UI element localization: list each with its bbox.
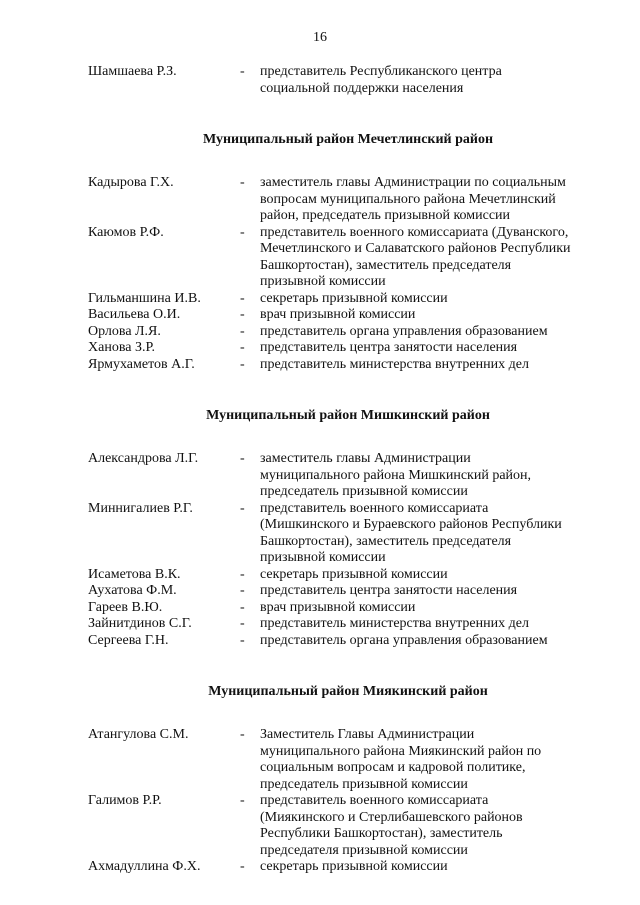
dash-separator: - <box>240 340 245 355</box>
member-role-line: врач призывной комиссии <box>260 307 416 322</box>
section-heading: Муниципальный район Мишкинский район <box>206 408 490 423</box>
member-row <box>88 307 608 324</box>
district-section <box>88 407 608 649</box>
member-name: Атангулова С.М. <box>88 727 189 742</box>
member-role-line: заместитель главы Администрации <box>260 451 471 466</box>
district-section <box>88 131 608 373</box>
member-role-line: представитель органа управления образованием <box>260 632 548 648</box>
dash-separator: - <box>240 356 245 372</box>
member-row <box>88 225 608 291</box>
dash-separator: - <box>240 451 245 466</box>
dash-separator: - <box>240 290 245 306</box>
member-role-line: призывной комиссии <box>260 274 386 289</box>
member-role-line: представитель военного комиссариата <box>260 793 489 808</box>
member-row <box>88 501 608 567</box>
member-role-line: заместитель главы Администрации по социальным <box>260 175 566 190</box>
member-role-line: секретарь призывной комиссии <box>260 290 448 306</box>
member-role-line: представитель центра занятости населения <box>260 583 518 598</box>
member-name: Каюмов Р.Ф. <box>88 224 164 240</box>
dash-separator: - <box>240 599 245 615</box>
member-row <box>88 340 608 357</box>
member-row <box>88 600 608 617</box>
member-role-line: представитель министерства внутренних дел <box>260 616 529 631</box>
dash-separator: - <box>240 64 245 79</box>
member-role-line: социальной поддержки населения <box>260 80 464 96</box>
dash-separator: - <box>240 616 245 631</box>
member-role-line: Башкортостан), заместитель председателя <box>260 257 512 273</box>
dash-separator: - <box>240 583 245 598</box>
member-role-line: Башкортостан), заместитель председателя <box>260 533 512 549</box>
member-role-line: председатель призывной комиссии <box>260 484 468 499</box>
member-role-line: представитель органа управления образованием <box>260 323 548 339</box>
member-name: Ханова З.Р. <box>88 340 156 355</box>
member-role-line: (Миякинского и Стерлибашевского районов <box>260 809 523 825</box>
member-row <box>88 451 608 501</box>
intro-list <box>88 64 608 97</box>
section-heading: Муниципальный район Миякинский район <box>208 684 488 699</box>
page-number: 16 <box>313 30 327 45</box>
member-row <box>88 793 608 859</box>
member-role-line: Заместитель Главы Администрации <box>260 727 475 742</box>
member-role-line: призывной комиссии <box>260 550 386 565</box>
member-name: Васильева О.И. <box>88 307 181 322</box>
member-name: Кадырова Г.Х. <box>88 175 174 190</box>
member-row <box>88 64 608 97</box>
member-role-line: секретарь призывной комиссии <box>260 859 448 874</box>
document-body <box>88 64 608 876</box>
member-row <box>88 175 608 225</box>
member-row <box>88 616 608 633</box>
member-name: Орлова Л.Я. <box>88 323 161 339</box>
member-role-line: вопросам муниципального района Мечетлинский <box>260 191 556 207</box>
member-role-line: представитель центра занятости населения <box>260 340 518 355</box>
member-row <box>88 357 608 374</box>
member-name: Ярмухаметов А.Г. <box>88 356 195 372</box>
member-role-line: председатель призывной комиссии <box>260 776 468 792</box>
member-role-line: Мечетлинского и Салаватского районов Республики <box>260 241 571 256</box>
district-section <box>88 683 608 876</box>
dash-separator: - <box>240 727 245 742</box>
member-name: Галимов Р.Р. <box>88 793 162 808</box>
dash-separator: - <box>240 224 245 240</box>
member-name: Ахмадуллина Ф.Х. <box>88 859 201 874</box>
member-row <box>88 567 608 584</box>
member-row <box>88 583 608 600</box>
member-name: Гильманшина И.В. <box>88 290 201 306</box>
member-role-line: секретарь призывной комиссии <box>260 566 448 582</box>
member-name: Сергеева Г.Н. <box>88 632 169 648</box>
dash-separator: - <box>240 175 245 190</box>
member-name: Миннигалиев Р.Г. <box>88 500 193 516</box>
member-name: Зайнитдинов С.Г. <box>88 616 192 631</box>
member-row <box>88 727 608 793</box>
member-role-line: представитель Республиканского центра <box>260 64 502 79</box>
member-role-line: представитель военного комиссариата (Дуванского, <box>260 224 569 240</box>
dash-separator: - <box>240 500 245 516</box>
member-row <box>88 291 608 308</box>
dash-separator: - <box>240 307 245 322</box>
member-name: Исаметова В.К. <box>88 566 181 582</box>
member-role-line: председателя призывной комиссии <box>260 842 468 858</box>
member-row <box>88 859 608 876</box>
dash-separator: - <box>240 632 245 648</box>
dash-separator: - <box>240 793 245 808</box>
member-name: Аухатова Ф.М. <box>88 583 177 598</box>
dash-separator: - <box>240 323 245 339</box>
section-heading: Муниципальный район Мечетлинский район <box>202 132 494 147</box>
member-role-line: социальным вопросам и кадровой политике, <box>260 760 526 775</box>
member-name: Гареев В.Ю. <box>88 599 163 615</box>
member-row <box>88 633 608 650</box>
member-role-line: Республики Башкортостан), заместитель <box>260 826 503 841</box>
member-role-line: муниципального района Мишкинский район, <box>260 467 532 483</box>
member-role-line: (Мишкинского и Бураевского районов Республики <box>260 517 562 532</box>
member-name: Шамшаева Р.З. <box>88 64 177 79</box>
member-role-line: муниципального района Миякинский район по <box>260 743 542 759</box>
member-name: Александрова Л.Г. <box>88 451 199 466</box>
dash-separator: - <box>240 859 245 874</box>
dash-separator: - <box>240 566 245 582</box>
member-role-line: представитель министерства внутренних дел <box>260 356 529 372</box>
member-role-line: врач призывной комиссии <box>260 599 416 615</box>
member-role-line: представитель военного комиссариата <box>260 500 489 516</box>
sections-container <box>88 131 608 876</box>
member-row <box>88 324 608 341</box>
member-role-line: район, председатель призывной комиссии <box>260 208 511 223</box>
